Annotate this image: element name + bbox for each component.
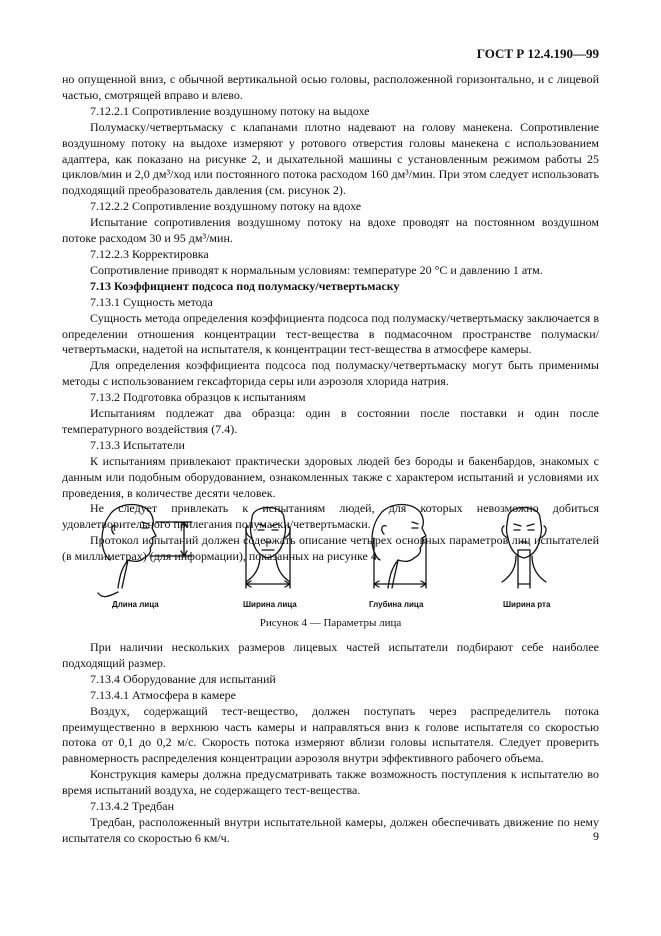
page-number: 9 — [593, 829, 599, 843]
paragraph: 7.13.4 Оборудование для испытаний — [90, 671, 276, 686]
paragraph: Сущность метода определения коэффициента подсоса под полумаску/четвертьмаску заключается в определении отношения концентрации тест-вещества в подмасочном пространстве полумаски/четвертьмаски, надетой на испытателя, к концентрации тест-вещества в атмосфере камеры. — [62, 310, 599, 357]
front-head-mouth-icon — [502, 508, 546, 589]
paragraph: 7.12.2.1 Сопротивление воздушному потоку на выдохе — [90, 103, 370, 118]
profile-head-length-icon — [98, 505, 192, 597]
paragraph: 7.13.3 Испытатели — [90, 437, 185, 452]
paragraph: 7.13.2 Подготовка образцов к испытаниям — [90, 390, 306, 405]
paragraph: Тредбан, расположенный внутри испытательной камеры, должен обеспечивать движение по нему испытателя со скоростью 6 км/ч. — [62, 814, 599, 845]
paragraph: Сопротивление приводят к нормальным условиям: температуре 20 °С и давлению 1 атм. — [90, 262, 543, 277]
paragraph: Протокол испытаний должен содержать описание четырех основных параметров лиц испытателей (в миллиметрах) (для информации), показанных на рисунке 4. — [62, 533, 599, 564]
paragraph: Конструкция камеры должна предусматривать также возможность поступления к испытателю во время испытаний воздуха, не содержащего тест-вещества. — [62, 767, 599, 798]
paragraph: 7.13.4.1 Атмосфера в камере — [90, 687, 236, 702]
body-text-top — [62, 72, 599, 565]
paragraph: Воздух, содержащий тест-вещество, должен поступать через распределитель потока преимущественно в верхнюю часть камеры и направляться вниз к голове испытателя со скоростью потока от 0,1 до 0,2 м/с. Скорость потока измеряют вблизи головы испытателя. Следует проверить равномерность распределения концентрации аэрозоля внутри эффективного рабочего объема. — [62, 703, 599, 766]
paragraph: но опущенной вниз, с обычной вертикальной осью головы, расположенной горизонтально, и с лицевой частью, смотрящей вправо и влево. — [62, 72, 599, 102]
standard-header: ГОСТ Р 12.4.190—99 — [476, 46, 599, 61]
figure-caption: Рисунок 4 — Параметры лица — [259, 617, 402, 629]
paragraph: 7.12.2.2 Сопротивление воздушному потоку на вдохе — [90, 199, 362, 214]
paragraph: 7.13.4.2 Тредбан — [90, 799, 174, 814]
paragraph: К испытаниям привлекают практически здоровых людей без бороды и бакенбардов, знакомых с данным или подобным оборудованием, ознакомленных также с характером испытаний и условиями их проведения, в количестве десяти человек. — [62, 453, 599, 500]
paragraph: Полумаску/четвертьмаску с клапанами плотно надевают на голову манекена. Сопротивление воздушному потоку на выдохе измеряют у ротового отверстия головы манекена с использованием адаптера, как показано на рисунке 2, и дыхательной машины с установленным режимом работы 25 циклов/мин и 2,0 дм³/ход или постоянного потока расходом 160 дм³/мин. При этом следует использовать подходящий преобразователь давления (см. рисунок 2). — [62, 119, 599, 198]
profile-head-depth-icon — [372, 505, 426, 589]
face-width-label: Ширина лица — [243, 600, 297, 609]
face-depth-label: Глубина лица — [369, 600, 424, 609]
front-head-width-icon — [246, 508, 290, 589]
paragraph: При наличии нескольких размеров лицевых частей испытатели подбирают себе наиболее подходящий размер. — [62, 640, 599, 670]
paragraph: Испытание сопротивления воздушному потоку на вдохе проводят на постоянном воздушном потоке расходом 30 и 95 дм³/мин. — [62, 215, 599, 246]
paragraph: Не следует привлекать к испытаниям людей, для которых невозможно добиться удовлетворительного прилегания полумаски/четвертьмаски. — [62, 501, 599, 532]
face-length-label: Длина лица — [112, 600, 159, 609]
paragraph: 7.13.1 Сущность метода — [90, 294, 213, 309]
section-heading: 7.13 Коэффициент подсоса под полумаску/четвертьмаску — [90, 278, 400, 293]
body-text-bottom — [62, 640, 599, 847]
mouth-width-label: Ширина рта — [503, 600, 551, 609]
paragraph: 7.12.2.3 Корректировка — [90, 246, 209, 261]
paragraph: Для определения коэффициента подсоса под полумаску/четвертьмаску могут быть применимы методы с использованием гексафторида серы или аэрозоля хлорида натрия. — [62, 358, 599, 389]
paragraph: Испытаниям подлежат два образца: один в состоянии после поставки и один после температурного воздействия (7.4). — [62, 406, 599, 436]
